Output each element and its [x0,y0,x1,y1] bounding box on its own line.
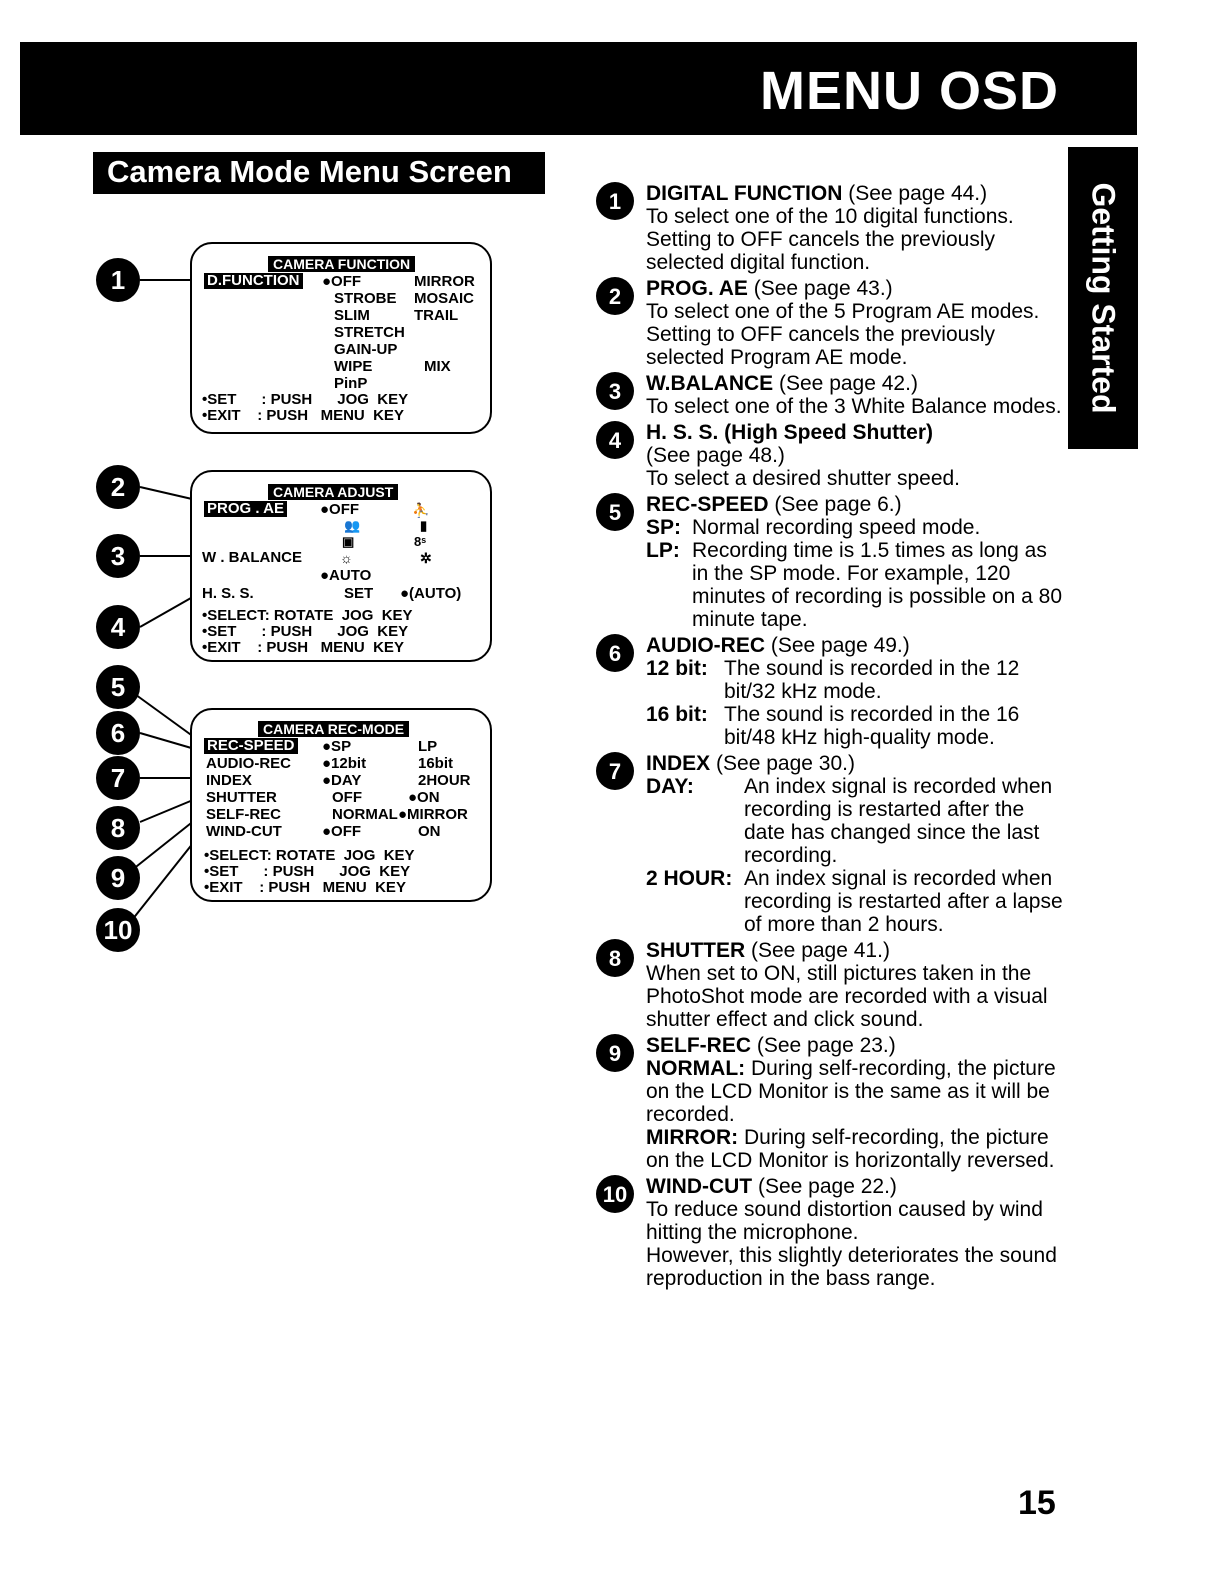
item-title: AUDIO-REC [646,634,765,657]
lowlight-icon: ▣ [342,534,355,549]
item-badge-7: 7 [596,752,634,790]
item-ref: (See page 22.) [752,1175,897,1198]
item-title: H. S. S. (High Speed Shutter) [646,421,934,444]
description-2 [596,277,1066,369]
osd-item-hss: H. S. S. [202,585,254,602]
osd-option: NORMAL [332,806,398,823]
surf-snow-icon: 8ˢ [414,534,427,549]
osd-option: STRETCH [334,324,405,341]
description-9 [596,1034,1066,1172]
item-title: WIND-CUT [646,1175,753,1198]
item-text: To select one of the 5 Program AE modes. Setting to OFF cancels the previously selected Program AE mode. [646,300,1040,369]
osd-footer: •SELECT: ROTATE JOG KEY [202,607,413,624]
osd-footer: •EXIT : PUSH MENU KEY [204,879,406,896]
def-value: During self-recording, the picture on the LCD Monitor is the same as it will be recorded. [646,1057,1056,1126]
osd-option: MIX [424,358,451,375]
osd-item-rec-speed: REC-SPEED [204,738,298,754]
callout-badge-1: 1 [96,258,140,302]
osd-header: CAMERA FUNCTION [268,256,415,272]
osd-item-prog-ae: PROG . AE [204,501,287,517]
osd-item-audio-rec: AUDIO-REC [206,755,291,772]
item-text: When set to ON, still pictures taken in the PhotoShot mode are recorded with a visual shutter effect and click sound. [646,962,1048,1031]
page-title: MENU OSD [759,61,1059,121]
callout-badge-10: 10 [96,908,140,952]
item-ref: (See page 41.) [745,939,890,962]
def-key: MIRROR: [646,1126,739,1149]
osd-item-dfunction: D.FUNCTION [204,273,303,289]
item-ref: (See page 49.) [765,634,910,657]
item-title: DIGITAL FUNCTION [646,182,843,205]
osd-option: ●AUTO [320,567,372,584]
callout-badge-2: 2 [96,465,140,509]
item-badge-10: 10 [596,1175,634,1213]
def-value: An index signal is recorded when recording is restarted after a lapse of more than 2 hours. [744,867,1063,936]
side-tab-label: Getting Started [1085,182,1122,414]
description-10 [596,1175,1066,1290]
item-title: INDEX [646,752,711,775]
osd-item-shutter: SHUTTER [206,789,277,806]
osd-item-w-balance: W . BALANCE [202,549,302,566]
osd-footer: •SET : PUSH JOG KEY [204,863,411,880]
def-key: DAY: [646,775,694,798]
item-title: W.BALANCE [646,372,774,395]
osd-option: MOSAIC [414,290,474,307]
item-badge-2: 2 [596,277,634,315]
callout-badge-5: 5 [96,665,140,709]
item-ref: (See page 44.) [842,182,988,205]
osd-option: ●OFF [322,273,362,290]
item-title: SELF-REC [646,1034,751,1057]
osd-camera-function [190,242,492,434]
item-ref: (See page 23.) [751,1034,896,1057]
osd-option: ●MIRROR [398,806,468,823]
spotlight-icon: ▮ [420,518,428,533]
callout-badge-7: 7 [96,756,140,800]
description-8 [596,939,1066,1031]
item-badge-6: 6 [596,634,634,672]
callout-badge-8: 8 [96,806,140,850]
osd-footer: •SELECT: ROTATE JOG KEY [204,847,415,864]
page-number: 15 [1018,1484,1056,1522]
osd-camera-adjust [190,470,492,662]
item-ref: (See page 6.) [768,493,902,516]
osd-item-index: INDEX [206,772,252,789]
callout-badge-9: 9 [96,856,140,900]
item-text: Setting to OFF cancels the previously selected digital function. [646,228,995,274]
def-key: LP: [646,539,680,562]
outdoor-icon: ✲ [420,550,432,566]
item-ref: (See page 42.) [773,372,918,395]
description-4 [596,421,1066,490]
item-title: PROG. AE [646,277,748,300]
osd-option: ●SP [322,738,352,755]
item-ref: (See page 48.) [646,444,785,467]
def-value: An index signal is recorded when recording is restarted after the date has changed since the last recording. [744,775,1053,867]
osd-item-wind-cut: WIND-CUT [206,823,282,840]
descriptions [596,182,1066,1293]
osd-option: ●(AUTO) [400,585,462,602]
osd-option: ●OFF [320,501,360,518]
osd-option: ON [418,823,441,840]
indoor-icon: ☼ [340,550,353,566]
callout-badge-4: 4 [96,605,140,649]
item-text: To reduce sound distortion caused by wind hitting the microphone. [646,1198,1043,1244]
def-value: The sound is recorded in the 12 bit/32 kHz mode. [724,657,1020,703]
description-7 [596,752,1066,936]
osd-option: GAIN-UP [334,341,398,358]
osd-item-self-rec: SELF-REC [206,806,281,823]
item-badge-1: 1 [596,182,634,220]
osd-option: 2HOUR [418,772,471,789]
osd-option: MIRROR [414,273,475,290]
osd-option: OFF [332,789,362,806]
osd-option: SET [344,585,374,602]
item-title: REC-SPEED [646,493,769,516]
osd-option: STROBE [334,290,397,307]
def-key: 16 bit: [646,703,708,726]
callout-badge-6: 6 [96,711,140,755]
item-badge-4: 4 [596,421,634,459]
osd-option: ●DAY [322,772,362,789]
section-title: Camera Mode Menu Screen [93,152,545,194]
osd-option: SLIM [334,307,370,324]
osd-option: ●OFF [322,823,362,840]
def-key: 2 HOUR: [646,867,733,890]
description-5 [596,493,1066,631]
item-badge-3: 3 [596,372,634,410]
def-value: The sound is recorded in the 16 bit/48 kHz high-quality mode. [724,703,1020,749]
osd-footer: •EXIT : PUSH MENU KEY [202,407,404,424]
description-1 [596,182,1066,274]
item-badge-9: 9 [596,1034,634,1072]
osd-option: ●ON [408,789,440,806]
osd-option: 16bit [418,755,454,772]
sports-icon: ⛹ [412,502,430,518]
def-key: SP: [646,516,682,539]
item-badge-5: 5 [596,493,634,531]
osd-option: PinP [334,375,368,392]
item-title: SHUTTER [646,939,746,962]
item-ref: (See page 43.) [747,277,893,300]
osd-footer: •EXIT : PUSH MENU KEY [202,639,404,656]
portrait-icon: 👥 [344,518,361,533]
item-ref: (See page 30.) [710,752,855,775]
osd-camera-rec-mode [190,708,492,902]
def-value: Normal recording speed mode. [692,516,981,539]
def-key: NORMAL: [646,1057,746,1080]
item-text: However, this slightly deteriorates the sound reproduction in the bass range. [646,1244,1057,1290]
item-text: To select a desired shutter speed. [646,467,961,490]
item-badge-8: 8 [596,939,634,977]
description-3 [596,372,1066,418]
def-value: Recording time is 1.5 times as long as in the SP mode. For example, 120 minutes of recording is possible on a 80 minute tape. [692,539,1063,631]
def-key: 12 bit: [646,657,708,680]
osd-header: CAMERA ADJUST [268,484,398,500]
def-value: During self-recording, the picture on the LCD Monitor is horizontally reversed. [646,1126,1055,1172]
callout-badge-3: 3 [96,534,140,578]
item-text: To select one of the 10 digital functions. [646,205,1014,228]
osd-footer: •SET : PUSH JOG KEY [202,391,409,408]
osd-option: WIPE [334,358,373,375]
osd-option: LP [418,738,438,755]
osd-header: CAMERA REC-MODE [258,721,409,737]
item-text: To select one of the 3 White Balance modes. [646,395,1062,418]
osd-footer: •SET : PUSH JOG KEY [202,623,409,640]
osd-option: TRAIL [414,307,459,324]
osd-option: ●12bit [322,755,367,772]
description-6 [596,634,1066,749]
